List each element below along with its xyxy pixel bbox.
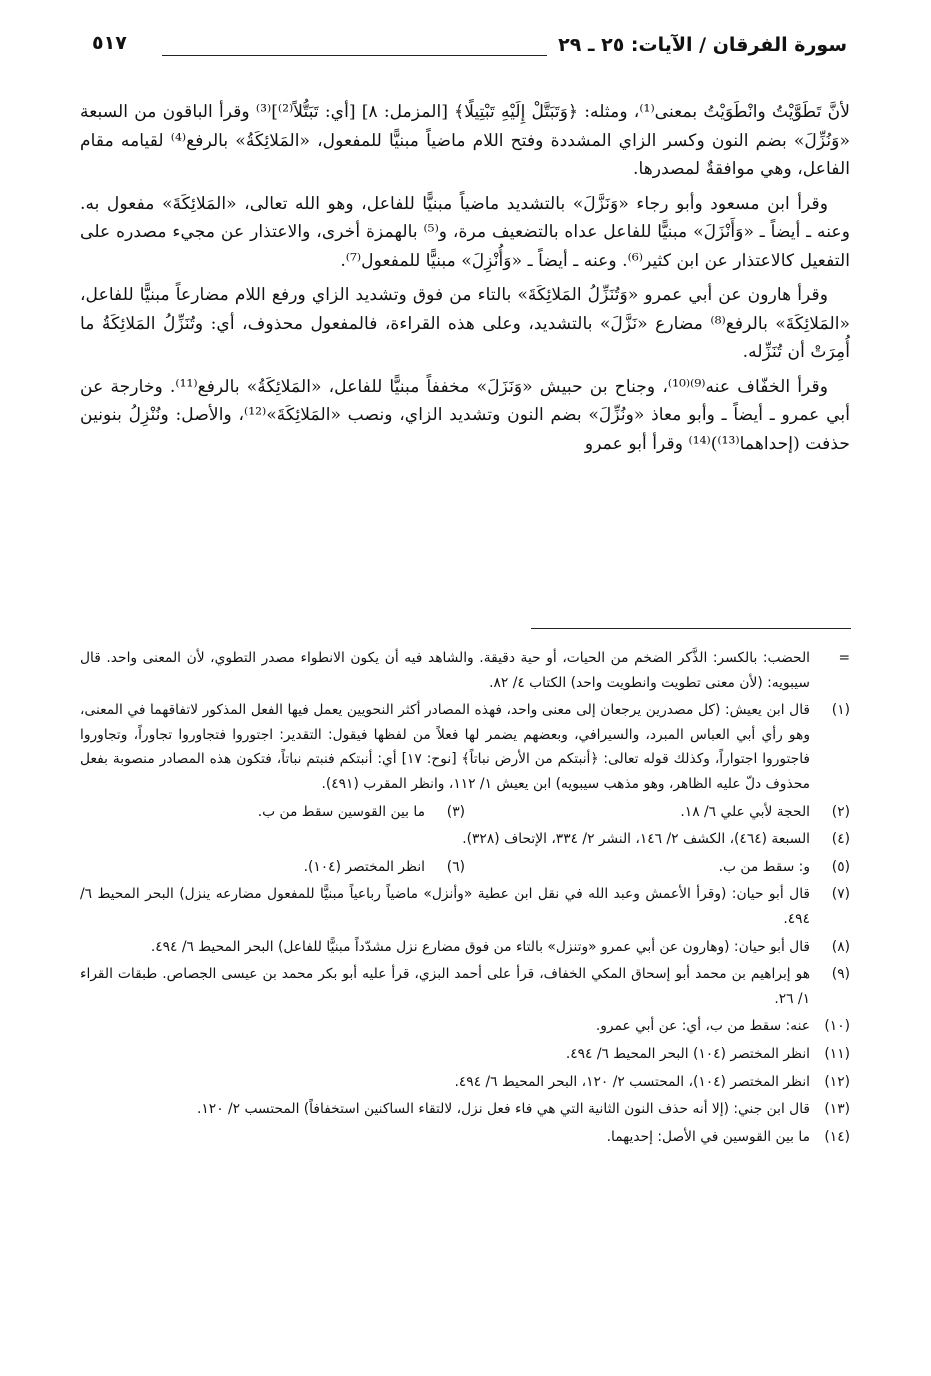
paragraph: لأنَّ تَطَوَّيْتُ وانْطَوَيْتُ بمعنى⁽¹⁾، ومثله: ﴿وَتَبَتَّلْ إِلَيْهِ تَبْتِيلًا﴾ [المزمل: ٨] [أي: تَبَتُّلاً⁽²⁾]⁽³⁾ وقرأ الباقون من السبعة «وَنُزِّلَ» بضم النون وكسر الزاي المشددة وفتح اللام ماضياً مبنيًّا للمفعول، «المَلائِكَةُ» بالرفع⁽⁴⁾ لقيامه مقام الفاعل، وهي موافقةٌ لمصدرها.: [80, 102, 850, 179]
running-title: سورة الفرقان / الآيات: ٢٥ ـ ٢٩: [558, 34, 847, 56]
footnote-number: (٧): [831, 886, 850, 903]
footnote: [80, 855, 465, 880]
footnotes: [80, 646, 850, 1152]
paragraph: وقرأ ابن مسعود وأبو رجاء «وَنَزَّلَ» بالتشديد ماضياً مبنيًّا للفاعل، وهو الله تعالى، «المَلائِكَةَ» مفعول به. وعنه ـ أيضاً ـ «وَأَنْزَلَ» مبنيًّا للفاعل عداه بالتضعيف مرة، و⁽⁵⁾ بالهمزة أخرى، والاعتذار عن مجيء مصدره على التفعيل كالاعتذار عن ابن كثير⁽⁶⁾. وعنه ـ أيضاً ـ «وَأُنْزِلَ» مبنيًّا للمفعول⁽⁷⁾.: [80, 193, 850, 271]
footnote-number: (٥): [831, 858, 850, 875]
footnote-number: (١٣): [824, 1101, 850, 1118]
page-header: [92, 30, 847, 66]
footnote-text: انظر المختصر (١٠٤)، المحتسب ٢/ ١٢٠، البحر المحيط ٦/ ٤٩٤.: [454, 1073, 810, 1090]
footnote-number: (٣): [446, 803, 465, 820]
footnote-number: (١١): [824, 1045, 850, 1062]
footnote-number: (٨): [831, 938, 850, 955]
footnote-number: (١٤): [824, 1128, 850, 1145]
footnote: [80, 1014, 850, 1039]
footnote-text: قال ابن يعيش: (كل مصدرين يرجعان إلى معنى واحد، فهذه المصادر أكثر النحويين يعمل فيها الفعل المذكور لاتفاقهما في المعنى، وهو رأي أبي العباس المبرد، والسيرافي، وبعضهم يضمر لها فعلاً من لفظها فيقول: التقدير: اجتوروا فتجاوروا تجاوراً، وتجاوروا فاجتوروا اجتواراً، وكذلك قوله تعالى: ﴿أنبتكم من الأرض نباتاً﴾ [نوح: ١٧] أي: أنبتكم فنبتم نباتاً، فتكون هذه المصادر منصوبة بفعل محذوف دلّ عليه الظاهر، وهو مذهب سيبويه) ابن يعيش ١/ ١١٢، وانظر المقرب (٤٩١).: [80, 702, 810, 792]
footnote-text: السبعة (٤٦٤)، الكشف ٢/ ١٤٦، النشر ٢/ ٣٣٤، الإتحاف (٣٢٨).: [462, 831, 810, 848]
page-number: ٥١٧: [92, 32, 127, 54]
footnote-text: ما بين القوسين سقط من ب.: [257, 803, 425, 820]
main-text: [80, 98, 850, 464]
footnote: [80, 827, 850, 852]
footnote-text: الحجة لأبي علي ٦/ ١٨.: [680, 803, 810, 820]
footnote: [80, 1070, 850, 1095]
footnote-row: [80, 800, 850, 825]
footnote: [80, 1042, 850, 1067]
footnote: [465, 855, 850, 880]
footnote-row: [80, 855, 850, 880]
footnote: [465, 800, 850, 825]
footnote-text: انظر المختصر (١٠٤) البحر المحيط ٦/ ٤٩٤.: [565, 1045, 810, 1062]
footnote-text: قال أبو حيان: (وهارون عن أبي عمرو «وتنزل» بالتاء من فوق مضارع نزل مشدّداً مبنيًّا للفاعل) البحر المحيط ٦/ ٤٩٤.: [150, 938, 810, 955]
footnote-number: (٤): [831, 831, 850, 848]
footnote-text: قال أبو حيان: (وقرأ الأعمش وعبد الله في نقل ابن عطية «وأنزل» ماضياً رباعياً مبنيًّا للمفعول مضارعه ينزل) البحر المحيط ٦/ ٤٩٤.: [80, 886, 810, 927]
footnote-number: (١٢): [824, 1073, 850, 1090]
header-rule: [162, 55, 547, 56]
paragraph: وقرأ هارون عن أبي عمرو «وَتُنَزِّلُ المَلائِكَةَ» بالتاء من فوق وتشديد الزاي ورفع اللام مضارعاً مبنيًّا للفاعل، «المَلائِكَةَ» بالرفع⁽⁸⁾ مضارع «نَزَّلَ» بالتشديد، وعلى هذه القراءة، فالمفعول محذوف، أي: وتُنَزِّلُ المَلائِكَةُ ما أُمِرَتْ أن تُنَزِّله.: [80, 285, 851, 362]
footnote-separator: [531, 628, 851, 629]
footnote-text: انظر المختصر (١٠٤).: [303, 858, 425, 875]
footnote-text: و: سقط من ب.: [718, 858, 810, 875]
footnote-text: قال ابن جني: (إلا أنه حذف النون الثانية التي هي فاء فعل نزل، لالتقاء الساكنين استخفافاً) المحتسب ٢/ ١٢٠.: [197, 1101, 810, 1118]
footnote: [80, 1125, 850, 1150]
footnote: [80, 698, 850, 796]
footnote: [80, 935, 850, 960]
paragraph: وقرأ الخفّاف عنه⁽⁹⁾⁽¹⁰⁾، وجناح بن حبيش «وَنَزَلَ» مخففاً مبنيًّا للفاعل، «المَلائِكَةُ» بالرفع⁽¹¹⁾. وخارجة عن أبي عمرو ـ أيضاً ـ وأبو معاذ «ونُزِّلَ» بضم النون وتشديد الزاي، ونصب «المَلائِكَةَ»⁽¹²⁾، والأصل: ونُنْزِلُ بنونين حذفت (إحداهما⁽¹³⁾)⁽¹⁴⁾ وقرأ أبو عمرو: [80, 376, 850, 454]
footnote-text: عنه: سقط من ب، أي: عن أبي عمرو.: [595, 1018, 810, 1035]
footnote-marker: =: [838, 650, 850, 666]
footnote-number: (٩): [831, 966, 850, 983]
footnote: [80, 962, 850, 1011]
footnote-number: (١٠): [824, 1018, 850, 1035]
footnote: [80, 646, 850, 695]
footnote-text: ما بين القوسين في الأصل: إحديهما.: [606, 1128, 810, 1145]
footnote-number: (٦): [446, 858, 465, 875]
footnote-number: (٢): [831, 803, 850, 820]
footnote-text: هو إبراهيم بن محمد أبو إسحاق المكي الخفاف، قرأ على أحمد البزي، قرأ عليه أبو بكر محمد بن عيسى الجصاص. طبقات القراء ١/ ٢٦.: [80, 966, 810, 1007]
footnote-number: (١): [831, 702, 850, 719]
footnote: [80, 882, 850, 931]
footnote: [80, 1097, 850, 1122]
footnote-text: الحضب: بالكسر: الذَّكر الضخم من الحيات، أو حية دقيقة. والشاهد فيه أن يكون الانطواء مصدر التطوي، لأن المعنى واحد. قال سيبويه: (لأن معنى تطويت وانطويت واحد) الكتاب ٤/ ٨٢.: [80, 650, 810, 691]
footnote: [80, 800, 465, 825]
